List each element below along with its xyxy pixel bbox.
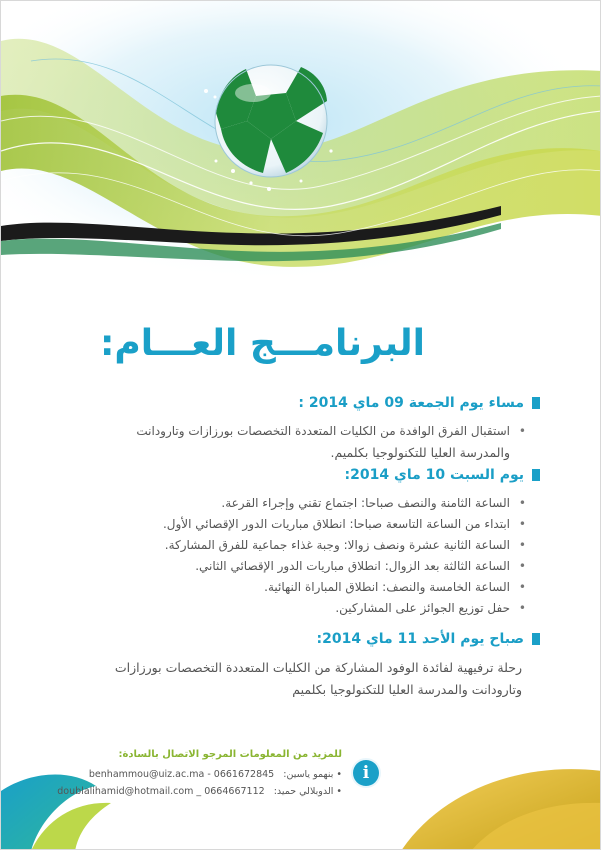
section-heading-text: صباح يوم الأحد 11 ماي 2014: <box>316 631 524 647</box>
section-heading <box>50 467 540 483</box>
list-item: • الساعة الثامنة والنصف صباحا: اجتماع تقني وإجراء القرعة. <box>50 493 522 514</box>
contact-name: • بنهمو ياسين: <box>283 769 342 780</box>
decorative-wave-banner <box>1 1 601 291</box>
contact-title: للمزيد من المعلومات المرجو الاتصال بالسادة: <box>118 749 342 760</box>
section-heading <box>50 631 540 647</box>
paragraph-line: رحلة ترفيهية لفائدة الوفود المشاركة من الكليات المتعددة التخصصات بورزازات <box>114 660 522 675</box>
contact-info <box>57 749 342 800</box>
list-item: • الساعة الثالثة بعد الزوال: انطلاق مباريات الدور الإقصائي الثاني. <box>50 556 522 577</box>
paragraph-line: وتارودانت والمدرسة العليا للتكنولوجيا بكلميم <box>292 682 522 697</box>
page-title: البرنامـــج العـــام: <box>99 323 425 364</box>
contact-line: • الدوبلالي حميد: 0664667112 _ doublalihamid@hotmail.com <box>57 786 342 797</box>
section-heading <box>50 395 540 411</box>
bullet-list <box>50 421 540 442</box>
list-item: • الساعة الثانية عشرة ونصف زوالا: وجبة غذاء جماعية للفرق المشاركة. <box>50 535 522 556</box>
contact-name: • الدوبلالي حميد: <box>273 786 342 797</box>
list-item: • حفل توزيع الجوائز على المشاركين. <box>50 598 522 619</box>
soccer-ball-icon <box>215 65 327 177</box>
list-item: • الساعة الخامسة والنصف: انطلاق المباراة النهائية. <box>50 577 522 598</box>
heading-marker <box>532 633 540 645</box>
contact-email[interactable]: benhammou@uiz.ac.ma <box>88 769 205 780</box>
section-friday <box>50 395 540 464</box>
contact-email[interactable]: doublalihamid@hotmail.com <box>57 786 194 797</box>
section-heading-text: يوم السبت 10 ماي 2014: <box>344 467 524 483</box>
list-item: • ابتداء من الساعة التاسعة صباحا: انطلاق مباريات الدور الإقصائي الأول. <box>50 514 522 535</box>
section-sunday <box>50 631 540 701</box>
contact-phone: 0664667112 <box>204 786 265 797</box>
section-heading-text: مساء يوم الجمعة 09 ماي 2014 : <box>298 395 524 411</box>
heading-marker <box>532 397 540 409</box>
heading-marker <box>532 469 540 481</box>
section-saturday <box>50 467 540 619</box>
contact-line: • بنهمو ياسين: 0661672845 - benhammou@uiz.ac.ma <box>88 769 342 780</box>
contact-phone: 0661672845 <box>213 769 275 780</box>
list-item-continuation: والمدرسة العليا للتكنولوجيا بكلميم. <box>330 445 510 460</box>
info-icon: i <box>353 760 379 786</box>
list-item: • استقبال الفرق الوافدة من الكليات المتعددة التخصصات بورزازات وتارودانت <box>50 421 522 442</box>
bullet-list <box>50 493 540 619</box>
